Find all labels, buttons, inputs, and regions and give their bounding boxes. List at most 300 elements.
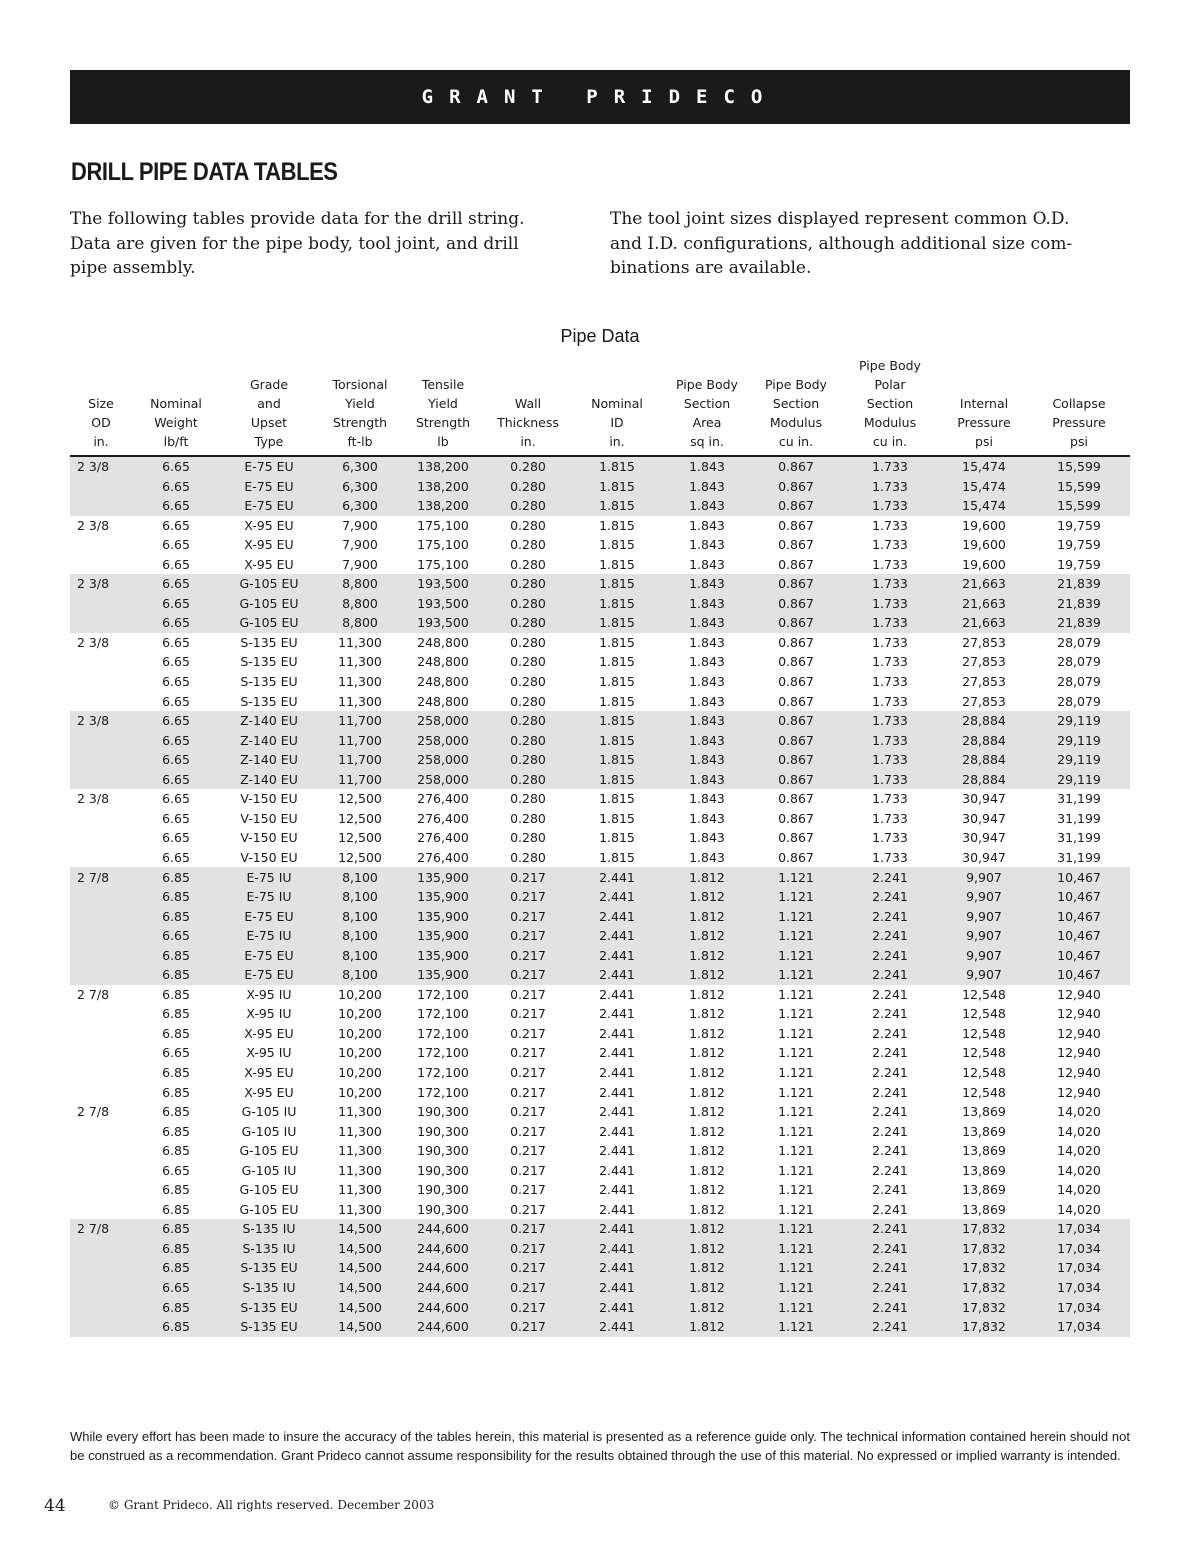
cell-nominal-id: 2.441 [599,1064,635,1080]
column-header: Nominal ID in. [572,356,662,456]
cell-grade-upset: E-75 IU [220,926,318,946]
cell-torsional-yield: 14,500 [318,1317,402,1337]
cell-internal-pressure: 17,832 [940,1278,1028,1298]
cell-section-area: 1.843 [689,634,725,650]
cell-size-od: 2 3/8 [77,634,110,650]
cell-section-modulus: 1.121 [752,867,840,887]
cell-section-modulus: 1.121 [778,1104,814,1120]
cell-polar-section-modulus: 2.241 [872,1104,908,1120]
cell-section-modulus: 1.121 [752,946,840,966]
cell-internal-pressure: 13,869 [962,1104,1006,1120]
cell-nominal-id: 1.815 [599,674,635,690]
cell-nominal-weight: 6.65 [132,711,220,731]
cell-nominal-id: 2.441 [599,1006,635,1022]
cell-torsional-yield: 12,500 [338,810,382,826]
cell-internal-pressure: 15,474 [940,496,1028,516]
cell-section-modulus: 1.121 [778,1045,814,1061]
cell-nominal-id: 1.815 [599,517,635,533]
cell-wall-thickness: 0.280 [484,711,572,731]
brand-banner [70,70,1130,124]
cell-collapse-pressure: 31,199 [1057,791,1101,807]
cell-polar-section-modulus: 2.241 [872,1182,908,1198]
table-row [70,1043,1130,1063]
cell-size-od [70,477,132,497]
cell-internal-pressure: 12,548 [962,1006,1006,1022]
cell-tensile-yield: 172,100 [417,1084,469,1100]
cell-nominal-weight: 6.65 [132,731,220,751]
cell-collapse-pressure: 10,467 [1028,907,1130,927]
cell-internal-pressure: 19,600 [962,517,1006,533]
cell-section-modulus: 0.867 [752,750,840,770]
cell-size-od [70,1278,132,1298]
cell-nominal-id: 2.441 [572,1258,662,1278]
table-row [70,574,1130,594]
table-row [70,672,1130,692]
cell-collapse-pressure: 10,467 [1028,965,1130,985]
cell-tensile-yield: 135,900 [402,907,484,927]
cell-tensile-yield: 244,600 [402,1278,484,1298]
cell-internal-pressure: 12,548 [962,1025,1006,1041]
intro-paragraph-right: The tool joint sizes displayed represent common O.D. and I.D. configurations, although additional size com-binations are available. [610,209,1073,278]
cell-torsional-yield: 8,100 [318,946,402,966]
cell-grade-upset: X-95 EU [244,556,294,572]
cell-section-area: 1.812 [662,1258,752,1278]
cell-nominal-id: 2.441 [572,1298,662,1318]
cell-section-modulus: 0.867 [778,517,814,533]
cell-polar-section-modulus: 2.241 [840,1219,940,1239]
cell-grade-upset: Z-140 EU [220,731,318,751]
cell-size-od [70,1024,132,1044]
cell-grade-upset: S-135 IU [220,1239,318,1259]
cell-tensile-yield: 258,000 [402,711,484,731]
cell-internal-pressure: 17,832 [940,1258,1028,1278]
cell-internal-pressure: 12,548 [962,1084,1006,1100]
cell-collapse-pressure: 15,599 [1028,496,1130,516]
cell-polar-section-modulus: 2.241 [840,867,940,887]
cell-nominal-id: 2.441 [599,1182,635,1198]
cell-collapse-pressure: 15,599 [1028,477,1130,497]
cell-nominal-id: 1.815 [572,731,662,751]
cell-torsional-yield: 10,200 [338,1064,382,1080]
cell-wall-thickness: 0.217 [484,907,572,927]
table-row [70,731,1130,751]
cell-nominal-id: 2.441 [572,946,662,966]
cell-size-od [70,1004,132,1024]
cell-nominal-id: 1.815 [572,711,662,731]
cell-grade-upset: S-135 EU [240,654,298,670]
cell-size-od [70,965,132,985]
cell-nominal-id: 1.815 [599,849,635,865]
cell-torsional-yield: 8,100 [318,887,402,907]
table-row [70,1141,1130,1161]
cell-nominal-id: 2.441 [572,887,662,907]
cell-wall-thickness: 0.217 [484,887,572,907]
cell-torsional-yield: 6,300 [318,496,402,516]
cell-section-modulus: 1.121 [752,965,840,985]
table-row [70,1161,1130,1181]
cell-torsional-yield: 8,800 [318,613,402,633]
cell-tensile-yield: 135,900 [402,867,484,887]
cell-tensile-yield: 248,800 [417,634,469,650]
table-row [70,828,1130,848]
cell-section-modulus: 0.867 [752,594,840,614]
cell-tensile-yield: 193,500 [402,613,484,633]
table-row [70,1122,1130,1142]
table-row [70,555,1130,575]
cell-wall-thickness: 0.280 [510,791,546,807]
cell-wall-thickness: 0.217 [510,1045,546,1061]
cell-nominal-weight: 6.85 [132,1298,220,1318]
cell-grade-upset: G-105 EU [220,594,318,614]
cell-polar-section-modulus: 2.241 [872,1064,908,1080]
cell-tensile-yield: 138,200 [402,456,484,477]
cell-torsional-yield: 12,500 [338,849,382,865]
cell-collapse-pressure: 29,119 [1028,770,1130,790]
cell-section-modulus: 1.121 [778,1162,814,1178]
cell-polar-section-modulus: 2.241 [872,1143,908,1159]
cell-section-area: 1.812 [689,1084,725,1100]
cell-section-modulus: 0.867 [778,830,814,846]
cell-torsional-yield: 10,200 [338,1025,382,1041]
cell-nominal-id: 1.815 [572,574,662,594]
cell-grade-upset: G-105 EU [220,613,318,633]
cell-tensile-yield: 190,300 [417,1162,469,1178]
cell-section-area: 1.843 [662,456,752,477]
cell-torsional-yield: 11,300 [338,674,382,690]
cell-size-od: 2 3/8 [70,574,132,594]
cell-wall-thickness: 0.280 [484,750,572,770]
cell-grade-upset: G-105 EU [239,1143,299,1159]
cell-tensile-yield: 244,600 [402,1317,484,1337]
cell-size-od [70,1122,132,1142]
cell-nominal-weight: 6.65 [162,1162,190,1178]
cell-collapse-pressure: 10,467 [1028,887,1130,907]
cell-size-od: 2 7/8 [70,1219,132,1239]
cell-torsional-yield: 10,200 [338,986,382,1002]
cell-torsional-yield: 11,300 [338,693,382,709]
cell-size-od [70,1317,132,1337]
table-row [70,692,1130,712]
cell-collapse-pressure: 15,599 [1028,456,1130,477]
cell-nominal-id: 1.815 [572,750,662,770]
pipe-data-table [70,356,1130,1337]
cell-section-modulus: 0.867 [778,849,814,865]
cell-nominal-id: 2.441 [572,1317,662,1337]
cell-tensile-yield: 248,800 [417,693,469,709]
cell-tensile-yield: 135,900 [402,965,484,985]
cell-nominal-weight: 6.85 [132,1258,220,1278]
cell-grade-upset: E-75 EU [220,965,318,985]
cell-collapse-pressure: 10,467 [1028,867,1130,887]
cell-tensile-yield: 193,500 [402,574,484,594]
cell-collapse-pressure: 17,034 [1028,1239,1130,1259]
cell-collapse-pressure: 31,199 [1057,849,1101,865]
cell-collapse-pressure: 12,940 [1057,1006,1101,1022]
cell-nominal-weight: 6.85 [132,907,220,927]
disclaimer: While every effort has been made to insure the accuracy of the tables herein, this material is presented as a reference guide only. The technical information contained herein should not be construed as a recommendation. Grant Prideco cannot assume responsibility for the results obtained through the use of this material. No expressed or implied warranty is intended. [70,1429,1130,1463]
cell-size-od: 2 7/8 [70,867,132,887]
cell-section-area: 1.843 [689,556,725,572]
cell-wall-thickness: 0.280 [484,496,572,516]
cell-polar-section-modulus: 1.733 [840,496,940,516]
cell-collapse-pressure: 29,119 [1028,750,1130,770]
cell-collapse-pressure: 14,020 [1057,1143,1101,1159]
cell-nominal-id: 2.441 [599,1104,635,1120]
cell-torsional-yield: 11,700 [318,770,402,790]
cell-section-area: 1.812 [689,1201,725,1217]
column-header: Size OD in. [70,356,132,456]
table-row [70,594,1130,614]
cell-tensile-yield: 244,600 [402,1258,484,1278]
cell-nominal-weight: 6.65 [162,537,190,553]
table-row [70,516,1130,536]
cell-grade-upset: V-150 EU [240,791,298,807]
cell-size-od [70,770,132,790]
cell-grade-upset: S-135 IU [220,1219,318,1239]
table-row [70,750,1130,770]
cell-internal-pressure: 15,474 [940,456,1028,477]
cell-section-area: 1.843 [662,731,752,751]
cell-size-od [70,828,132,848]
cell-section-modulus: 1.121 [778,1123,814,1139]
cell-size-od [70,594,132,614]
cell-section-area: 1.812 [689,1006,725,1022]
cell-wall-thickness: 0.280 [510,517,546,533]
cell-polar-section-modulus: 1.733 [840,770,940,790]
cell-section-area: 1.812 [689,986,725,1002]
cell-nominal-id: 2.441 [599,1143,635,1159]
cell-section-area: 1.812 [662,965,752,985]
cell-wall-thickness: 0.280 [510,849,546,865]
cell-polar-section-modulus: 2.241 [840,1278,940,1298]
cell-section-area: 1.812 [662,1239,752,1259]
cell-internal-pressure: 30,947 [962,791,1006,807]
cell-grade-upset: G-105 EU [239,1201,299,1217]
page-title: DRILL PIPE DATA TABLES [71,158,338,186]
cell-wall-thickness: 0.217 [510,1084,546,1100]
cell-torsional-yield: 11,300 [338,1162,382,1178]
cell-section-area: 1.812 [662,1317,752,1337]
cell-grade-upset: X-95 EU [244,1084,294,1100]
cell-collapse-pressure: 21,839 [1028,594,1130,614]
cell-grade-upset: S-135 EU [240,693,298,709]
cell-wall-thickness: 0.217 [484,867,572,887]
table-row [70,456,1130,477]
cell-section-modulus: 1.121 [778,1201,814,1217]
cell-torsional-yield: 11,300 [338,1104,382,1120]
cell-nominal-weight: 6.65 [162,654,190,670]
cell-section-area: 1.812 [689,1045,725,1061]
cell-nominal-weight: 6.85 [162,1123,190,1139]
cell-nominal-weight: 6.65 [132,496,220,516]
column-header: Pipe Body Section Modulus cu in. [752,356,840,456]
cell-section-modulus: 1.121 [752,1219,840,1239]
cell-nominal-weight: 6.85 [162,1025,190,1041]
column-header: Pipe Body Polar Section Modulus cu in. [840,356,940,456]
cell-polar-section-modulus: 1.733 [840,574,940,594]
cell-collapse-pressure: 12,940 [1057,1025,1101,1041]
cell-tensile-yield: 172,100 [417,986,469,1002]
cell-size-od: 2 7/8 [77,1104,110,1120]
cell-tensile-yield: 172,100 [417,1006,469,1022]
cell-wall-thickness: 0.280 [484,456,572,477]
cell-torsional-yield: 14,500 [318,1239,402,1259]
cell-wall-thickness: 0.280 [484,594,572,614]
table-row [70,867,1130,887]
cell-section-area: 1.812 [662,907,752,927]
cell-nominal-id: 1.815 [599,537,635,553]
cell-wall-thickness: 0.217 [510,1182,546,1198]
cell-polar-section-modulus: 2.241 [872,1084,908,1100]
cell-tensile-yield: 244,600 [402,1239,484,1259]
table-row [70,535,1130,555]
cell-nominal-weight: 6.85 [132,1239,220,1259]
cell-nominal-id: 2.441 [572,907,662,927]
cell-grade-upset: Z-140 EU [220,770,318,790]
cell-torsional-yield: 12,500 [338,830,382,846]
cell-internal-pressure: 21,663 [940,574,1028,594]
cell-collapse-pressure: 31,199 [1057,830,1101,846]
cell-size-od [70,1200,132,1220]
cell-torsional-yield: 7,900 [342,556,378,572]
cell-nominal-id: 1.815 [572,613,662,633]
cell-wall-thickness: 0.217 [510,1006,546,1022]
cell-nominal-weight: 6.65 [132,594,220,614]
cell-polar-section-modulus: 2.241 [840,887,940,907]
cell-polar-section-modulus: 2.241 [840,1258,940,1278]
cell-nominal-id: 2.441 [572,965,662,985]
cell-polar-section-modulus: 1.733 [872,674,908,690]
table-row [70,633,1130,653]
cell-polar-section-modulus: 1.733 [840,711,940,731]
cell-size-od [70,750,132,770]
cell-wall-thickness: 0.217 [484,946,572,966]
cell-wall-thickness: 0.280 [510,654,546,670]
cell-polar-section-modulus: 1.733 [872,830,908,846]
cell-nominal-id: 2.441 [599,1162,635,1178]
cell-tensile-yield: 138,200 [402,496,484,516]
cell-torsional-yield: 11,300 [338,1143,382,1159]
table-row [70,789,1130,809]
cell-internal-pressure: 28,884 [940,770,1028,790]
cell-size-od [70,809,132,829]
cell-internal-pressure: 9,907 [940,946,1028,966]
table-row [70,1200,1130,1220]
cell-torsional-yield: 8,800 [318,574,402,594]
cell-nominal-weight: 6.65 [162,791,190,807]
cell-polar-section-modulus: 1.733 [840,613,940,633]
table-row [70,1258,1130,1278]
cell-grade-upset: X-95 IU [246,986,292,1002]
page-number: 44 [44,1496,66,1516]
cell-nominal-id: 1.815 [572,496,662,516]
cell-internal-pressure: 9,907 [940,867,1028,887]
cell-section-area: 1.812 [689,1123,725,1139]
cell-internal-pressure: 9,907 [940,907,1028,927]
cell-tensile-yield: 175,100 [417,556,469,572]
cell-section-area: 1.843 [662,613,752,633]
table-row [70,809,1130,829]
cell-nominal-id: 2.441 [572,1239,662,1259]
cell-nominal-id: 2.441 [599,986,635,1002]
cell-collapse-pressure: 28,079 [1057,634,1101,650]
table-row [70,613,1130,633]
cell-nominal-id: 1.815 [599,654,635,670]
cell-collapse-pressure: 28,079 [1057,693,1101,709]
cell-collapse-pressure: 17,034 [1028,1278,1130,1298]
cell-nominal-weight: 6.65 [162,634,190,650]
table-row [70,1102,1130,1122]
cell-nominal-weight: 6.65 [132,613,220,633]
cell-section-modulus: 0.867 [752,574,840,594]
cell-polar-section-modulus: 1.733 [840,477,940,497]
cell-polar-section-modulus: 1.733 [840,594,940,614]
cell-grade-upset: X-95 IU [246,1045,292,1061]
cell-section-modulus: 0.867 [752,711,840,731]
cell-grade-upset: G-105 EU [239,1182,299,1198]
table-row [70,985,1130,1005]
table-row [70,1239,1130,1259]
cell-polar-section-modulus: 2.241 [872,1162,908,1178]
cell-collapse-pressure: 29,119 [1028,731,1130,751]
cell-size-od [70,496,132,516]
cell-nominal-weight: 6.85 [162,1104,190,1120]
cell-tensile-yield: 172,100 [417,1064,469,1080]
cell-size-od [70,652,132,672]
cell-nominal-id: 1.815 [599,791,635,807]
cell-collapse-pressure: 14,020 [1057,1182,1101,1198]
cell-tensile-yield: 276,400 [417,849,469,865]
cell-section-modulus: 1.121 [778,1143,814,1159]
cell-section-area: 1.812 [662,1298,752,1318]
cell-polar-section-modulus: 1.733 [872,791,908,807]
cell-tensile-yield: 248,800 [417,674,469,690]
cell-polar-section-modulus: 2.241 [840,1239,940,1259]
cell-nominal-weight: 6.85 [162,1084,190,1100]
cell-internal-pressure: 28,884 [940,731,1028,751]
cell-tensile-yield: 138,200 [402,477,484,497]
cell-grade-upset: S-135 EU [220,1298,318,1318]
cell-internal-pressure: 19,600 [962,537,1006,553]
cell-wall-thickness: 0.217 [484,1298,572,1318]
cell-tensile-yield: 172,100 [417,1025,469,1041]
cell-size-od [70,887,132,907]
cell-collapse-pressure: 17,034 [1028,1219,1130,1239]
table-header-row [70,356,1130,456]
cell-collapse-pressure: 10,467 [1028,926,1130,946]
cell-collapse-pressure: 19,759 [1057,517,1101,533]
cell-section-area: 1.812 [662,887,752,907]
cell-internal-pressure: 17,832 [940,1239,1028,1259]
cell-wall-thickness: 0.280 [484,613,572,633]
table-row [70,946,1130,966]
cell-polar-section-modulus: 1.733 [872,634,908,650]
cell-polar-section-modulus: 1.733 [840,731,940,751]
cell-internal-pressure: 30,947 [962,810,1006,826]
cell-grade-upset: E-75 EU [220,907,318,927]
cell-polar-section-modulus: 2.241 [872,1045,908,1061]
cell-collapse-pressure: 21,839 [1028,613,1130,633]
cell-collapse-pressure: 28,079 [1057,654,1101,670]
cell-tensile-yield: 193,500 [402,594,484,614]
cell-nominal-weight: 6.85 [132,887,220,907]
cell-tensile-yield: 244,600 [402,1298,484,1318]
cell-wall-thickness: 0.280 [510,674,546,690]
cell-polar-section-modulus: 1.733 [872,810,908,826]
table-row [70,1083,1130,1103]
cell-grade-upset: V-150 EU [240,849,298,865]
cell-section-area: 1.843 [689,537,725,553]
